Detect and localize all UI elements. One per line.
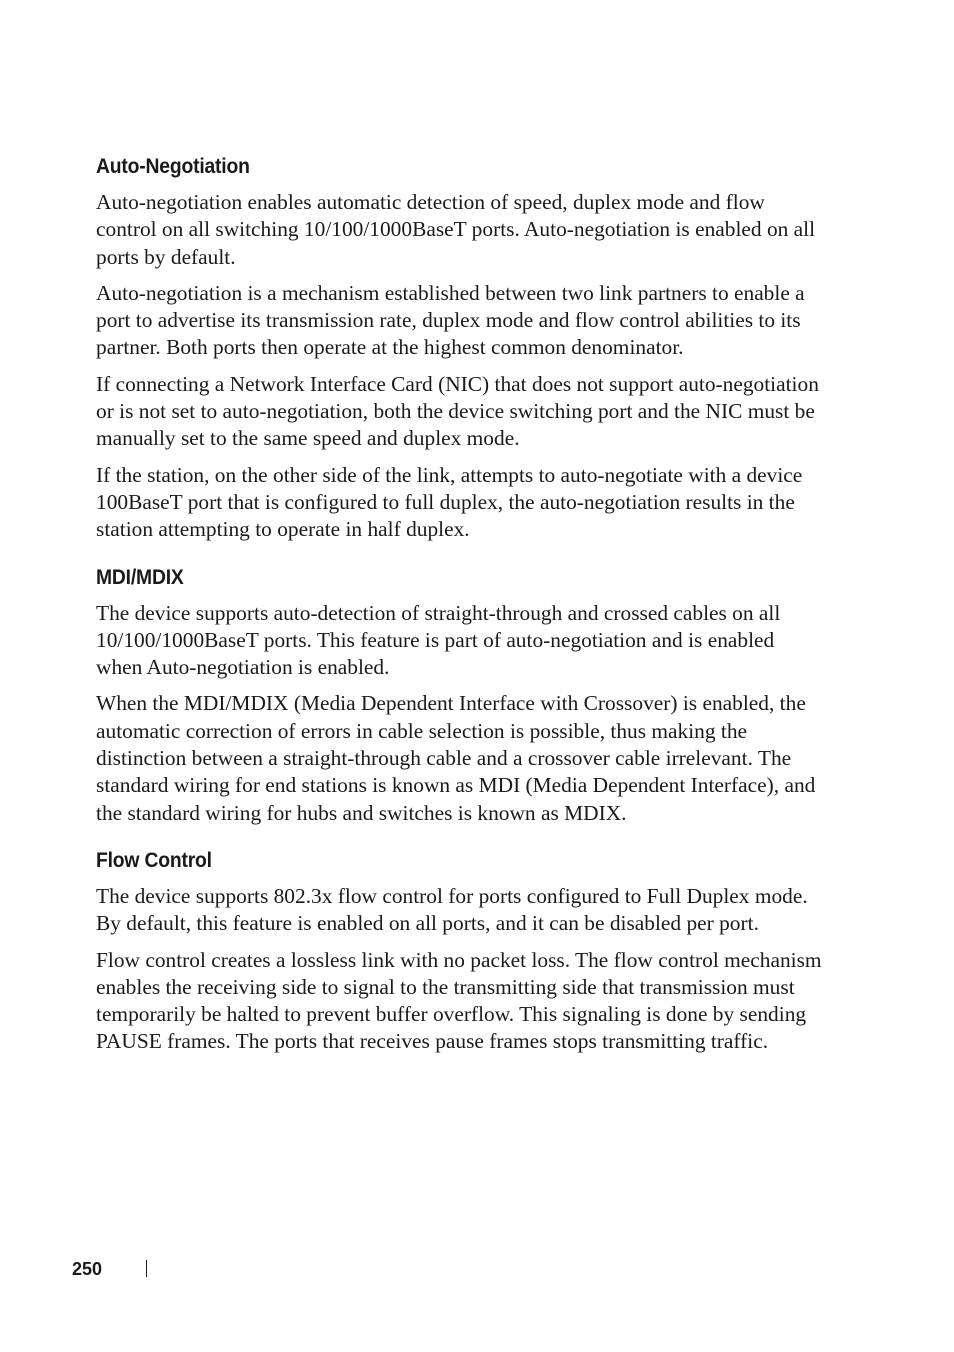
page-number: 250 [72, 1258, 103, 1279]
section-heading: MDI/MDIX [96, 565, 184, 589]
paragraph: Auto-negotiation enables automatic detection of speed, duplex mode and flow control on all switching 10/100/1000BaseT ports. Auto-negotiation is enabled on all ports by default. [96, 190, 816, 269]
paragraph: Flow control creates a lossless link with no packet loss. The flow control mechanism enables the receiving side to signal to the transmitting side that transmission must temporarily be halted to prevent buffer overflow. This signaling is done by sending PAUSE frames. The ports that receives pause frames stops transmitting traffic. [96, 947, 822, 1054]
section-heading: Flow Control [96, 848, 212, 872]
section-auto-negotiation [96, 153, 824, 544]
section-mdi-mdix [96, 564, 824, 827]
page-content [96, 153, 824, 1065]
paragraph: If connecting a Network Interface Card (NIC) that does not support auto-negotiation or is not set to auto-negotiation, both the device switching port and the NIC must be manually set to the same speed and duplex mode. [96, 371, 819, 451]
paragraph: When the MDI/MDIX (Media Dependent Interface with Crossover) is enabled, the automatic correction of errors in cable selection is possible, thus making the distinction between a straight-through cable and a crossover cable irrelevant. The standard wiring for end stations is known as MDI (Media Dependent Interface), and the standard wiring for hubs and switches is known as MDIX. [96, 691, 816, 825]
paragraph: The device supports 802.3x flow control for ports configured to Full Duplex mode. By default, this feature is enabled on all ports, and it can be disabled per port. [96, 883, 808, 936]
page-footer [72, 1256, 102, 1282]
section-flow-control [96, 847, 824, 1056]
paragraph: Auto-negotiation is a mechanism established between two link partners to enable a port to advertise its transmission rate, duplex mode and flow control abilities to its partner. Both ports then operate at the highest common denominator. [96, 280, 805, 360]
paragraph: If the station, on the other side of the link, attempts to auto-negotiate with a device 100BaseT port that is configured to full duplex, the auto-negotiation results in the station attempting to operate in half duplex. [96, 462, 803, 542]
section-heading: Auto-Negotiation [96, 155, 250, 178]
paragraph: The device supports auto-detection of straight-through and crossed cables on all 10/100/1000BaseT ports. This feature is part of auto-negotiation and is enabled when Auto-negotiation is enabled. [96, 600, 781, 680]
footer-divider [146, 1260, 147, 1277]
